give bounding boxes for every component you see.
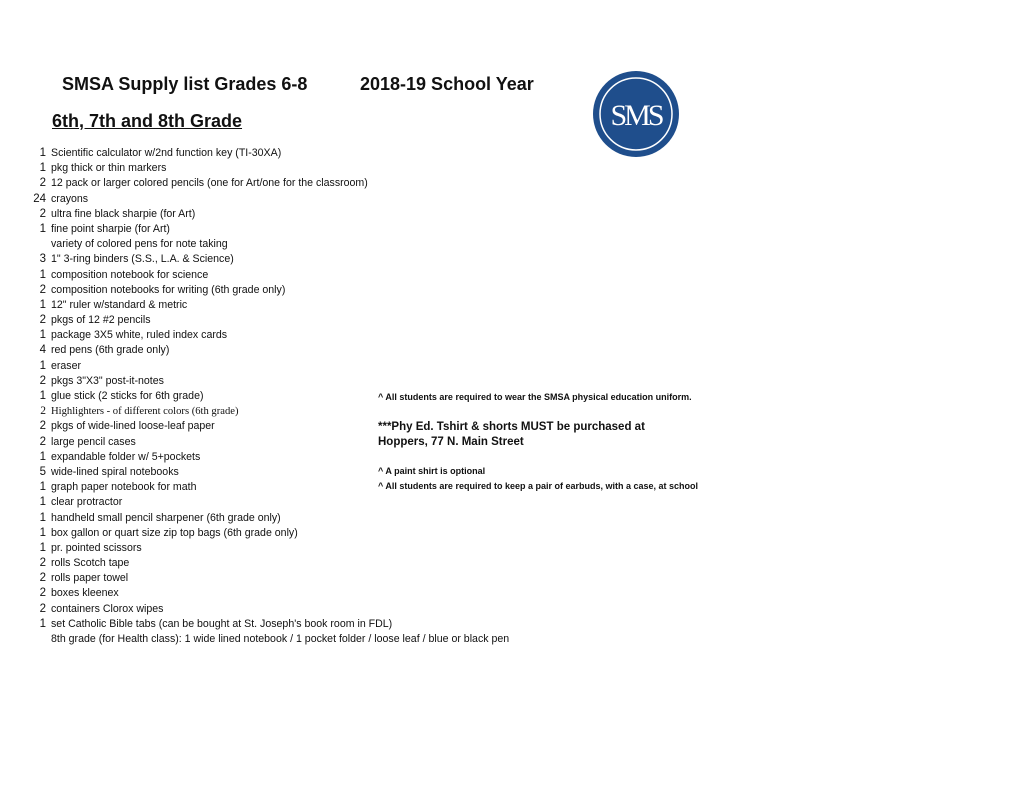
item-quantity: 1 [39, 511, 46, 524]
item-quantity: 1 [39, 147, 46, 159]
list-item [26, 632, 510, 647]
item-quantity: 2 [39, 420, 46, 433]
item-description: crayons [51, 192, 89, 205]
item-quantity: 2 [39, 314, 46, 327]
list-item [26, 146, 366, 161]
list-item [26, 556, 366, 571]
item-quantity: 2 [39, 602, 46, 615]
item-quantity: 1 [39, 496, 46, 509]
list-item [26, 571, 366, 586]
list-item [26, 450, 366, 465]
list-item [26, 480, 366, 495]
item-quantity: 2 [39, 557, 46, 570]
item-description: Highlighters - of different colors (6th grade) [51, 406, 239, 418]
item-quantity: 2 [39, 374, 46, 387]
item-description: expandable folder w/ 5+pockets [51, 450, 201, 463]
item-quantity: 1 [39, 617, 46, 630]
list-item [26, 435, 366, 450]
item-quantity: 5 [39, 465, 46, 478]
list-item [26, 404, 366, 419]
item-description: pr. pointed scissors [51, 541, 142, 554]
list-item [26, 465, 366, 480]
list-item [26, 328, 366, 343]
item-quantity: 2 [39, 207, 46, 220]
item-quantity: 2 [39, 587, 46, 600]
list-item [26, 541, 366, 556]
item-description: pkg thick or thin markers [51, 162, 167, 175]
list-item [26, 192, 366, 207]
item-description: ultra fine black sharpie (for Art) [51, 207, 196, 220]
item-quantity: 1 [39, 359, 46, 372]
list-item [26, 176, 366, 191]
item-quantity: 1 [39, 526, 46, 539]
item-description: graph paper notebook for math [51, 481, 197, 494]
item-description: clear protractor [51, 496, 123, 509]
item-description: rolls paper towel [51, 572, 129, 585]
item-description: set Catholic Bible tabs (can be bought at St. Joseph's book room in FDL) [51, 617, 393, 630]
item-description: fine point sharpie (for Art) [51, 222, 170, 235]
list-item [26, 298, 366, 313]
item-description: box gallon or quart size zip top bags (6th grade only) [51, 526, 298, 539]
item-quantity: 2 [39, 435, 46, 448]
item-description: 1" 3-ring binders (S.S., L.A. & Science) [51, 253, 234, 266]
item-quantity: 4 [39, 344, 46, 357]
item-description: composition notebook for science [51, 268, 209, 281]
item-description: 12" ruler w/standard & metric [51, 298, 188, 311]
item-quantity: 2 [39, 283, 46, 296]
list-item [26, 526, 366, 541]
uniform-note: ^ All students are required to wear the SMSA physical education uniform. [378, 392, 692, 402]
list-item [26, 602, 366, 617]
item-quantity: 1 [39, 162, 46, 175]
item-description: eraser [51, 359, 82, 372]
item-quantity: 1 [39, 298, 46, 311]
list-item [26, 313, 366, 328]
list-item [26, 343, 366, 358]
item-description: pkgs 3"X3" post-it-notes [51, 374, 164, 387]
item-quantity: 1 [39, 541, 46, 554]
school-year: 2018-19 School Year [360, 74, 534, 94]
list-item [26, 495, 366, 510]
item-quantity: 2 [39, 572, 46, 585]
item-quantity: 1 [39, 222, 46, 235]
list-item [26, 252, 366, 267]
item-quantity: 2 [39, 177, 46, 190]
list-item [26, 359, 366, 374]
title-text: SMSA Supply list Grades 6-8 [62, 74, 308, 94]
list-item [26, 586, 366, 601]
sms-logo [592, 70, 680, 158]
item-description: rolls Scotch tape [51, 557, 130, 570]
page-title [62, 74, 534, 95]
item-quantity: 2 [40, 405, 46, 418]
grade-subtitle: 6th, 7th and 8th Grade [52, 111, 243, 131]
list-item [26, 268, 366, 283]
item-description: large pencil cases [51, 435, 136, 448]
list-item [26, 617, 393, 632]
logo-lettering: SMS [610, 99, 662, 132]
item-description: pkgs of wide-lined loose-leaf paper [51, 420, 215, 433]
list-item [26, 511, 366, 526]
item-description: glue stick (2 sticks for 6th grade) [51, 390, 204, 402]
item-quantity: 1 [39, 329, 46, 342]
earbuds-note: ^ All students are required to keep a pair of earbuds, with a case, at school [378, 481, 699, 491]
list-item [26, 389, 366, 404]
item-quantity: 1 [39, 481, 46, 494]
item-quantity: 24 [33, 192, 46, 205]
item-description: package 3X5 white, ruled index cards [51, 329, 228, 342]
item-description: variety of colored pens for note taking [51, 238, 228, 251]
phy-ed-note-line1: ***Phy Ed. Tshirt & shorts MUST be purchased at [378, 421, 645, 433]
list-item [26, 222, 366, 237]
item-description: 8th grade (for Health class): 1 wide lined notebook / 1 pocket folder / loose leaf / blue or black pen [51, 633, 510, 645]
list-item [26, 283, 366, 298]
item-description: handheld small pencil sharpener (6th grade only) [51, 511, 281, 524]
item-quantity: 3 [39, 253, 46, 266]
item-description: wide-lined spiral notebooks [51, 465, 179, 478]
list-item [26, 237, 366, 252]
phy-ed-note-line2: Hoppers, 77 N. Main Street [378, 436, 524, 448]
list-item [26, 207, 366, 222]
item-description: composition notebooks for writing (6th grade only) [51, 283, 286, 296]
item-description: containers Clorox wipes [51, 602, 164, 615]
item-description: red pens (6th grade only) [51, 344, 170, 357]
item-description: boxes kleenex [51, 587, 119, 600]
item-quantity: 1 [39, 450, 46, 463]
item-quantity: 1 [39, 390, 46, 402]
item-description: Scientific calculator w/2nd function key (TI-30XA) [51, 147, 282, 159]
item-description: 12 pack or larger colored pencils (one for Art/one for the classroom) [51, 177, 368, 190]
list-item [26, 419, 366, 434]
list-item [26, 161, 366, 176]
paint-shirt-note: ^ A paint shirt is optional [378, 466, 486, 476]
item-description: pkgs of 12 #2 pencils [51, 314, 151, 327]
list-item [26, 374, 366, 389]
item-quantity: 1 [39, 268, 46, 281]
